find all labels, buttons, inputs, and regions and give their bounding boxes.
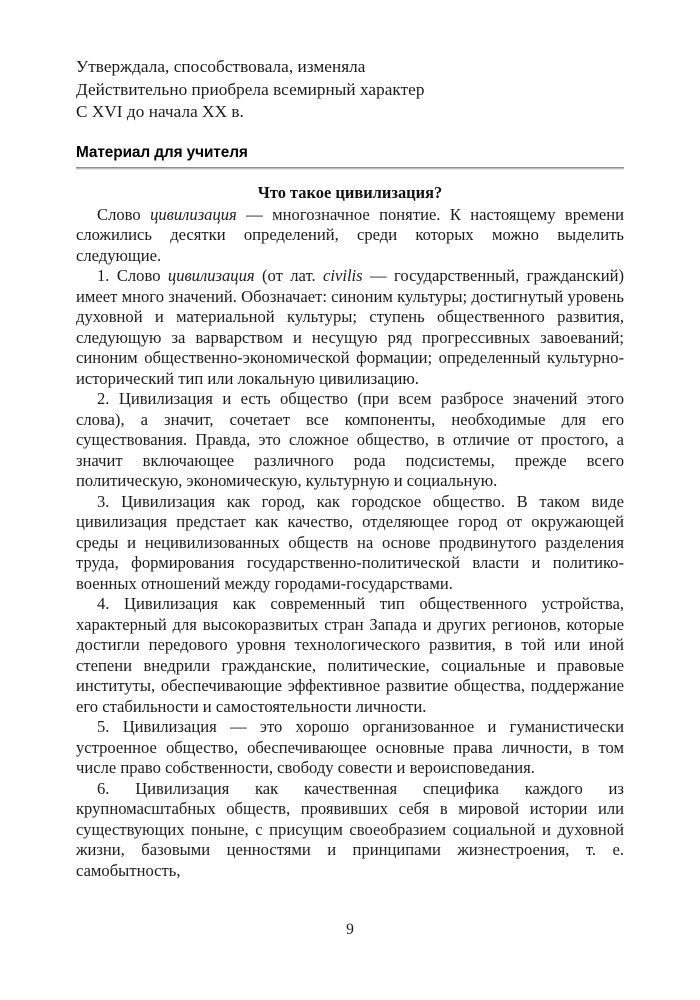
paragraph-definition-2: 2. Цивилизация и есть общество (при всем разбросе значений этого слова), а значит, сочетает все компоненты, необходимые для его существования. Правда, это сложное общество, в отличие от простого, а значит включающее различного рода подсистемы, прежде всего политическую, экономическую, культурную и социальную. xyxy=(76,389,624,491)
intro-line: С XVI до начала XX в. xyxy=(76,102,244,122)
emphasis-term: цивилизация xyxy=(167,266,255,286)
intro-lines-block xyxy=(76,56,624,124)
paragraph-definition-4: 4. Цивилизация как современный тип общественного устройства, характерный для высокоразвитых стран Запада и других регионов, которые достигли передового уровня технологического развития, в той или иной степени внедрили гражданские, политические, социальные и правовые институты, обеспечивающие эффективное развитие общества, поддержание его стабильности и самостоятельности личности. xyxy=(76,594,624,716)
paragraph-intro-paragraph: Слово цивилизация — многозначное понятие. К настоящему времени сложились десятки определений, среди которых можно выделить следующие. xyxy=(76,204,625,265)
paragraph-definition-1: 1. Слово цивилизация (от лат. civilis — государственный, гражданский) имеет много значений. Обозначает: синоним культуры; достигнутый уровень духовной и материальной культуры; ступень общественного развития, следующую за варварством и несущую ряд прогрессивных завоеваний; синоним общественно-экономической формации; определенный культурно-исторический тип или локальную цивилизацию. xyxy=(76,266,624,388)
paragraph-definition-3: 3. Цивилизация как город, как городское общество. В таком виде цивилизация предстает как качество, отделяющее город от окружающей среды и нецивилизованных обществ на основе продвинутого разделения труда, формирования государственно-политической власти и политико-военных отношений между городами-государствами. xyxy=(76,491,624,593)
article-title: Что такое цивилизация? xyxy=(257,182,443,202)
intro-line: Действительно приобрела всемирный характер xyxy=(76,79,425,99)
emphasis-term: цивилизация xyxy=(150,204,237,224)
emphasis-term: civilis xyxy=(323,266,363,286)
section-heading: Материал для учителя xyxy=(76,143,248,161)
page-number: 9 xyxy=(346,921,354,938)
paragraph-definition-5: 5. Цивилизация — это хорошо организованное и гуманистически устроенное общество, обеспечивающее основные права личности, в том числе право собственности, свободу совести и вероисповедания. xyxy=(76,717,624,778)
intro-line: Утверждала, способствовала, изменяла xyxy=(76,57,366,76)
article-body xyxy=(76,205,624,882)
section-divider xyxy=(76,167,624,170)
page-content xyxy=(76,56,624,881)
paragraph-definition-6: 6. Цивилизация как качественная специфика каждого из крупномасштабных обществ, проявивших себя в мировой истории или существующих поныне, с присущим своеобразием социальной и духовной жизни, базовыми ценностями и принципами жизнестроения, т. е. самобытность, xyxy=(76,778,624,880)
